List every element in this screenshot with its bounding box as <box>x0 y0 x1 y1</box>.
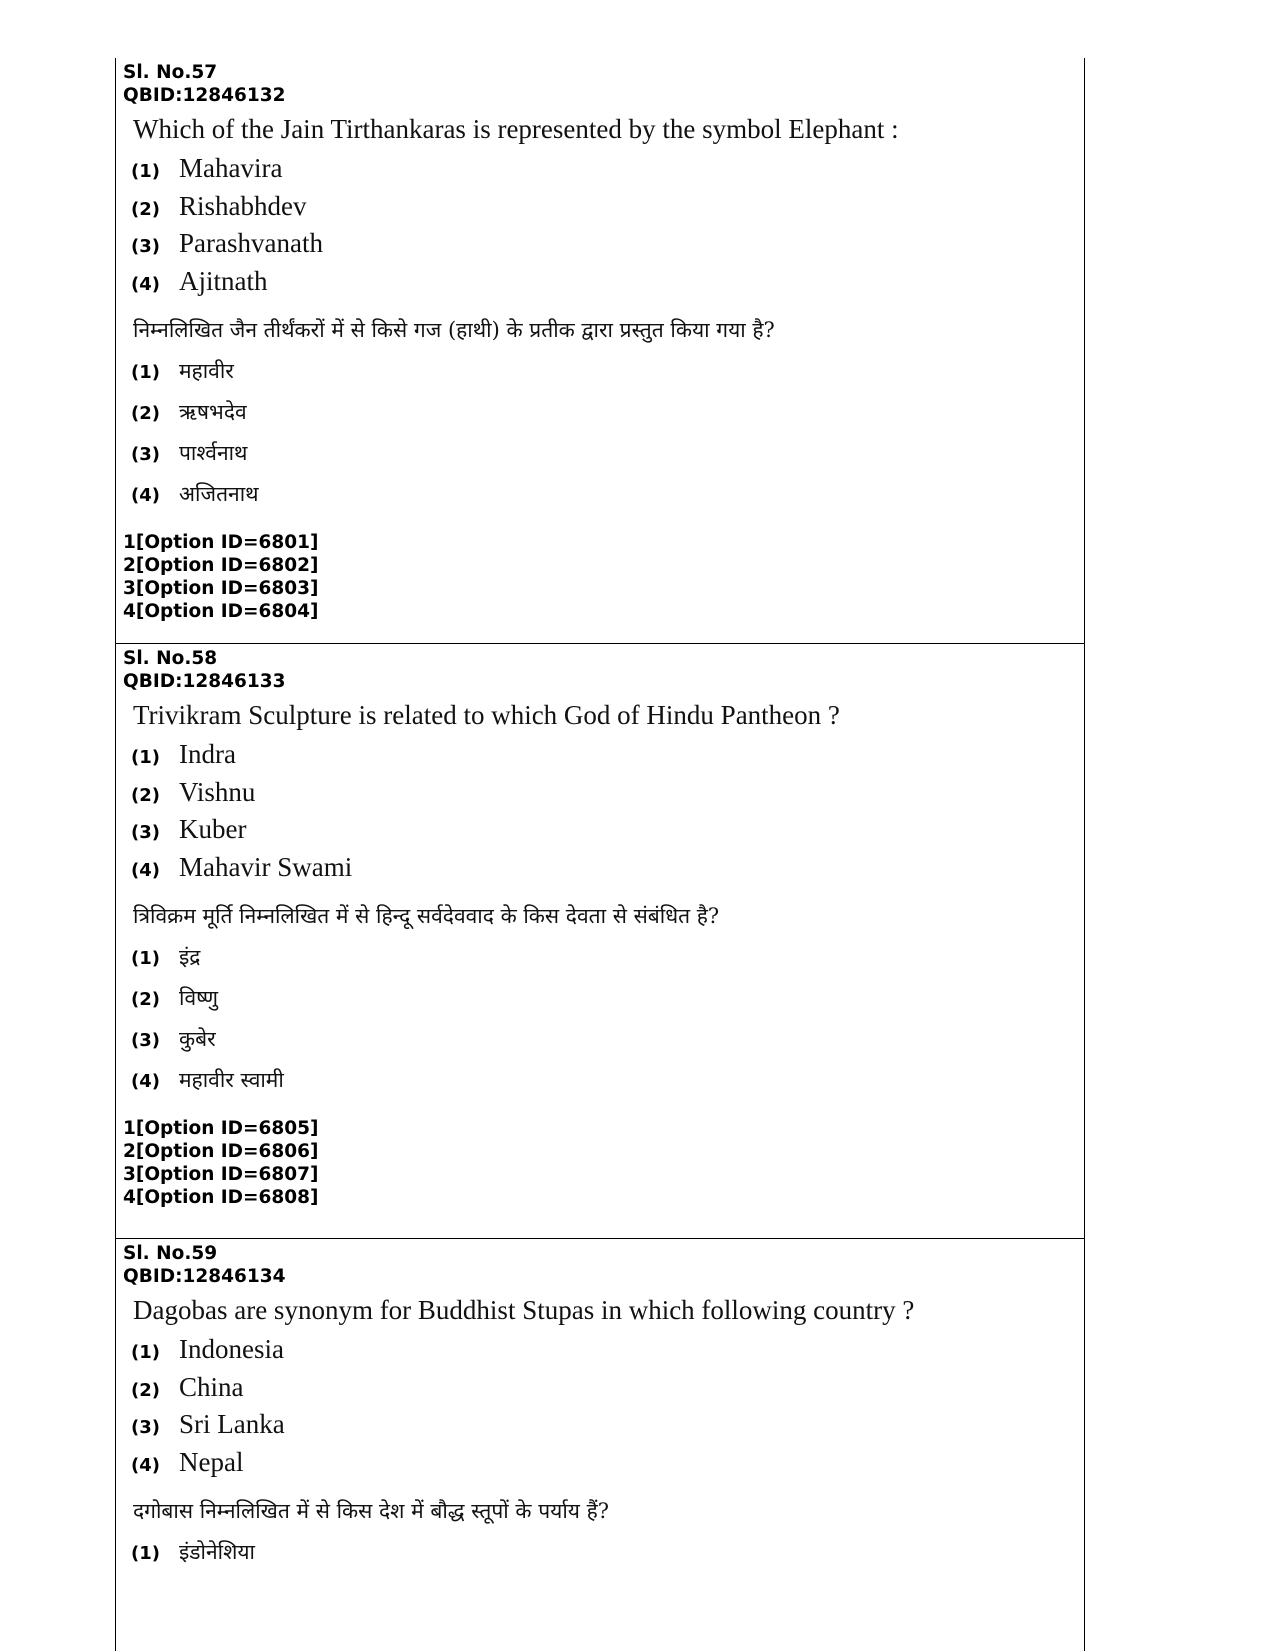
option-english <box>131 1372 1084 1410</box>
option-text: Indra <box>179 739 236 769</box>
option-number: (4) <box>131 273 160 295</box>
option-id-list <box>123 531 1084 623</box>
option-number: (1) <box>131 1543 160 1564</box>
option-id: 3[Option ID=6803] <box>123 578 319 599</box>
option-text: Sri Lanka <box>179 1409 285 1439</box>
option-text: महावीर <box>179 359 234 383</box>
option-text: Ajitnath <box>179 265 268 296</box>
question-text-english: Which of the Jain Tirthankaras is represented by the symbol Elephant : <box>133 114 899 144</box>
option-hindi <box>131 943 1084 984</box>
question-block-59 <box>116 1238 1084 1651</box>
option-hindi <box>131 1538 1084 1579</box>
option-english <box>131 191 1084 229</box>
option-number: (2) <box>131 1379 160 1401</box>
option-number: (2) <box>131 198 160 220</box>
option-text: ऋषभदेव <box>179 400 247 424</box>
option-english <box>131 266 1084 304</box>
option-number: (3) <box>131 444 160 465</box>
option-text: China <box>179 1371 244 1402</box>
option-number: (2) <box>131 403 160 424</box>
option-english <box>131 153 1084 191</box>
question-text-hindi: निम्नलिखित जैन तीर्थंकरों में से किसे गज (हाथी) के प्रतीक द्वारा प्रस्तुत किया गया है? <box>133 318 775 342</box>
option-number: (3) <box>131 822 160 843</box>
option-hindi <box>131 480 1084 521</box>
option-text: Vishnu <box>179 776 256 807</box>
option-text: Indonesia <box>179 1334 284 1364</box>
serial-number: Sl. No.57 <box>123 62 218 83</box>
option-english <box>131 1447 1084 1485</box>
question-block-57 <box>116 58 1084 643</box>
option-number: (4) <box>131 1454 160 1476</box>
question-sheet <box>115 58 1085 1651</box>
option-number: (1) <box>131 161 160 182</box>
question-block-58 <box>116 643 1084 1238</box>
option-number: (1) <box>131 747 160 768</box>
option-english <box>131 777 1084 815</box>
option-text: विष्णु <box>179 986 219 1010</box>
serial-number: Sl. No.59 <box>123 1243 218 1264</box>
option-english <box>131 228 1084 266</box>
option-id: 2[Option ID=6806] <box>123 1141 319 1162</box>
option-english <box>131 814 1084 852</box>
option-number: (3) <box>131 1417 160 1438</box>
option-text: अजितनाथ <box>179 482 259 506</box>
option-text: कुबेर <box>179 1027 216 1051</box>
option-number: (1) <box>131 362 160 383</box>
question-text-hindi: त्रिविक्रम मूर्ति निम्नलिखित में से हिन्दू सर्वदेववाद के किस देवता से संबंधित है? <box>133 904 720 928</box>
question-text-english: Trivikram Sculpture is related to which God of Hindu Pantheon ? <box>133 700 840 730</box>
option-id: 4[Option ID=6804] <box>123 601 319 622</box>
option-text: Mahavir Swami <box>179 851 353 882</box>
option-id: 2[Option ID=6802] <box>123 555 319 576</box>
option-number: (3) <box>131 236 160 257</box>
option-id-list <box>123 1117 1084 1209</box>
option-text: इंडोनेशिया <box>179 1540 255 1564</box>
option-text: Rishabhdev <box>179 190 307 221</box>
serial-number: Sl. No.58 <box>123 648 218 669</box>
question-text-english: Dagobas are synonym for Buddhist Stupas in which following country ? <box>133 1295 915 1325</box>
option-number: (2) <box>131 784 160 806</box>
option-english <box>131 1409 1084 1447</box>
option-hindi <box>131 1025 1084 1066</box>
option-text: Kuber <box>179 814 247 844</box>
option-id: 4[Option ID=6808] <box>123 1187 319 1208</box>
option-english <box>131 739 1084 777</box>
option-number: (4) <box>131 485 160 506</box>
qbid: QBID:12846133 <box>123 671 286 692</box>
option-number: (4) <box>131 1071 160 1092</box>
option-text: Mahavira <box>179 153 283 183</box>
option-hindi <box>131 984 1084 1025</box>
option-text: Nepal <box>179 1446 244 1477</box>
option-hindi <box>131 1066 1084 1107</box>
option-text: इंद्र <box>179 945 201 969</box>
option-english <box>131 1334 1084 1372</box>
option-number: (4) <box>131 859 160 881</box>
option-number: (2) <box>131 989 160 1010</box>
option-number: (3) <box>131 1030 160 1051</box>
option-number: (1) <box>131 1342 160 1363</box>
option-id: 1[Option ID=6801] <box>123 532 319 553</box>
option-id: 3[Option ID=6807] <box>123 1164 319 1185</box>
option-hindi <box>131 398 1084 439</box>
option-number: (1) <box>131 948 160 969</box>
option-english <box>131 852 1084 890</box>
option-id: 1[Option ID=6805] <box>123 1118 319 1139</box>
qbid: QBID:12846134 <box>123 1266 286 1287</box>
option-text: Parashvanath <box>179 228 323 258</box>
option-text: महावीर स्वामी <box>179 1068 284 1092</box>
qbid: QBID:12846132 <box>123 85 286 106</box>
question-text-hindi: दगोबास निम्नलिखित में से किस देश में बौद्ध स्तूपों के पर्याय हैं? <box>133 1499 610 1523</box>
option-hindi <box>131 439 1084 480</box>
option-text: पार्श्वनाथ <box>179 441 248 465</box>
option-hindi <box>131 357 1084 398</box>
